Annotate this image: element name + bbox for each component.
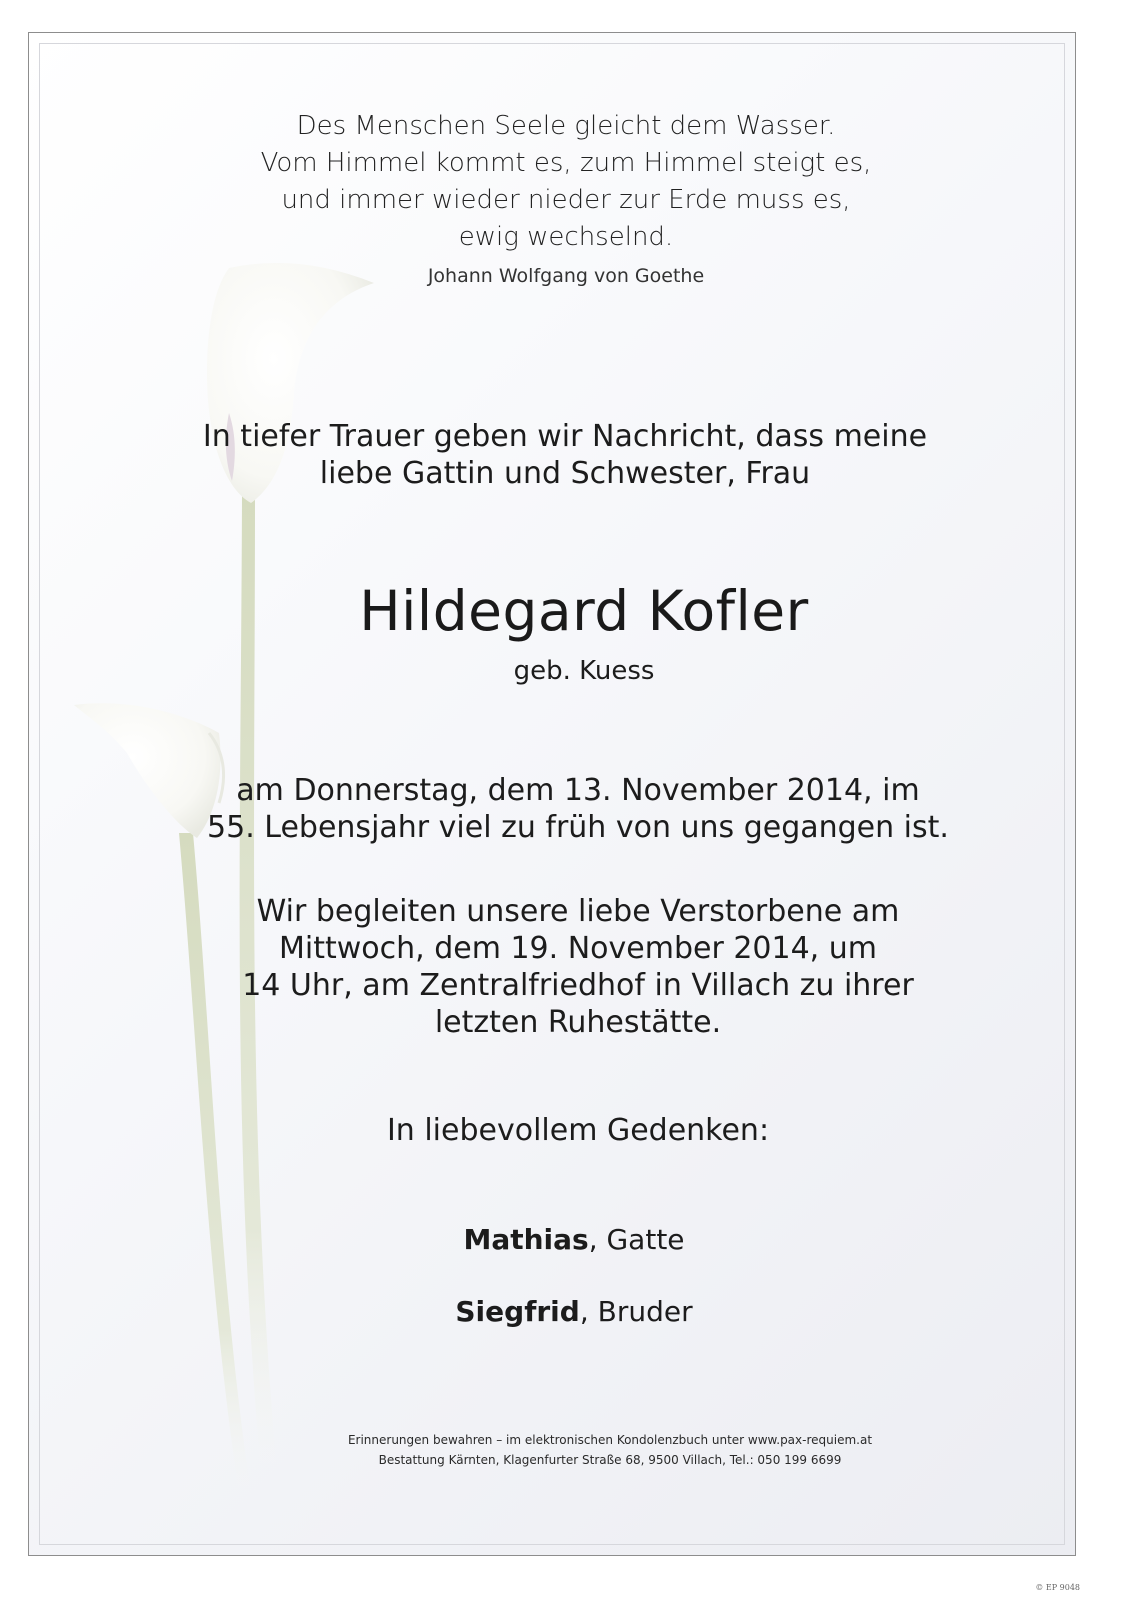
footer: [44, 1430, 1132, 1470]
funeral-line: 14 Uhr, am Zentralfriedhof in Villach zu ihrer: [242, 968, 914, 1003]
death-text: [12, 772, 1132, 846]
memory-heading: In liebevollem Gedenken:: [386, 1113, 770, 1148]
mourner-name: Mathias: [463, 1223, 589, 1256]
quote: [0, 108, 1132, 256]
funeral-line: letzten Ruhestätte.: [434, 1005, 722, 1040]
intro-line: In tiefer Trauer geben wir Nachricht, dass meine: [202, 419, 928, 454]
quote-line: und immer wieder nieder zur Erde muss es,: [281, 185, 851, 215]
death-line: am Donnerstag, dem 13. November 2014, im: [236, 773, 920, 808]
birth-name: geb. Kuess: [513, 656, 655, 686]
quote-line: Des Menschen Seele gleicht dem Wasser.: [296, 111, 836, 141]
quote-line: ewig wechselnd.: [458, 222, 674, 252]
footer-line: Bestattung Kärnten, Klagenfurter Straße 68, 9500 Villach, Tel.: 050 199 6699: [378, 1453, 842, 1467]
mourner-name: Siegfrid: [455, 1295, 580, 1328]
footer-line: Erinnerungen bewahren – im elektronischen Kondolenzbuch unter www.pax-requiem.at: [347, 1433, 873, 1447]
funeral-line: Mittwoch, dem 19. November 2014, um: [279, 931, 877, 966]
quote-line: Vom Himmel kommt es, zum Himmel steigt es,: [260, 148, 872, 178]
mourner-entry: [8, 1222, 1132, 1258]
intro-text: [40, 418, 1090, 492]
quote-author: Johann Wolfgang von Goethe: [427, 265, 705, 287]
mourner-relation: , Bruder: [579, 1295, 693, 1328]
print-code: © EP 9048: [1035, 1583, 1080, 1592]
death-line: 55. Lebensjahr viel zu früh von uns gegangen ist.: [207, 810, 949, 845]
funeral-line: Wir begleiten unsere liebe Verstorbene am: [256, 894, 900, 929]
funeral-text: [12, 893, 1132, 1041]
mourner-entry: [8, 1294, 1132, 1330]
mourner-relation: , Gatte: [588, 1223, 685, 1256]
intro-line: liebe Gattin und Schwester, Frau: [319, 456, 811, 491]
deceased-name: Hildegard Kofler: [359, 579, 809, 643]
